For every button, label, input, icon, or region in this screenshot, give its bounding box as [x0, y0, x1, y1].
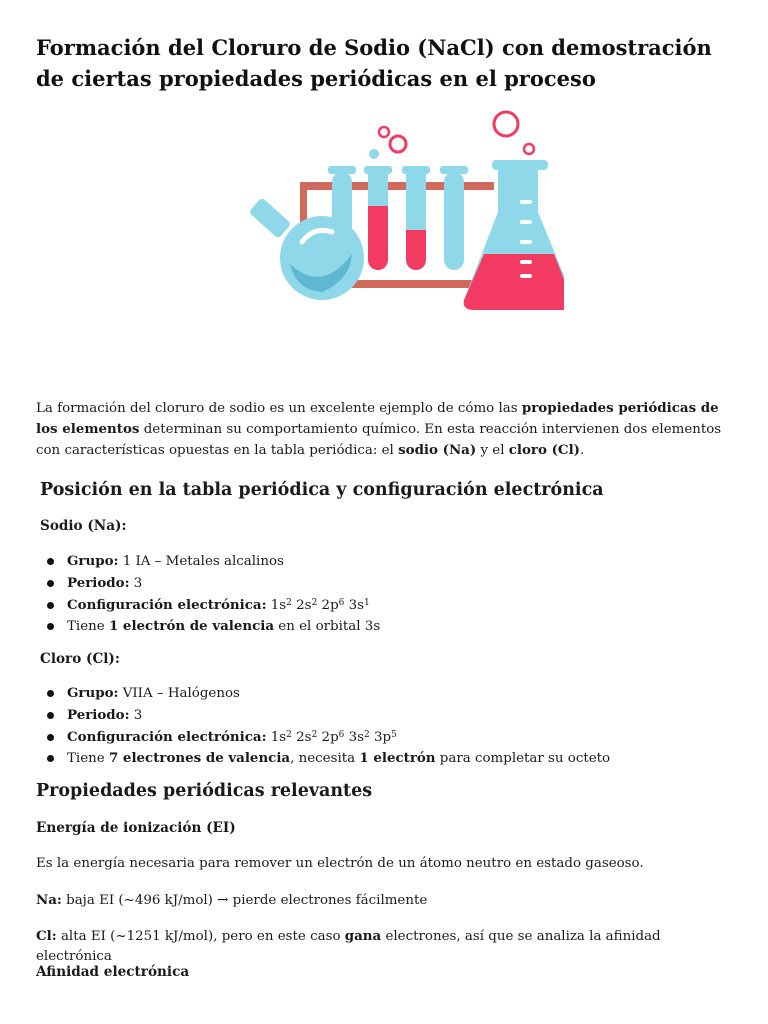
- list-item: Configuración electrónica: $1s^2$ $2s^2$ $2p^6$ $3s^2$ $3p^5$: [36, 727, 726, 749]
- sodium-ei-line: Na: baja EI (~496 kJ/mol) → pierde electrones fácilmente: [36, 892, 428, 908]
- list-item: Tiene 1 electrón de valencia en el orbital 3s: [36, 616, 726, 638]
- intro-paragraph: La formación del cloruro de sodio es un excelente ejemplo de cómo las propiedades periódicas de los elementos determinan su comportamiento químico. En esta reacción intervienen dos elementos con características opuestas en la tabla periódica: el sodio (Na) y el cloro (Cl).: [36, 400, 722, 458]
- chlorine-list: [36, 683, 726, 770]
- list-item: Grupo: 1 IA – Metales alcalinos: [36, 551, 726, 573]
- ionization-definition: Es la energía necesaria para remover un electrón de un átomo neutro en estado gaseoso.: [36, 856, 644, 871]
- list-item: Grupo: VIIA – Halógenos: [36, 683, 726, 705]
- section-heading-properties: Propiedades periódicas relevantes: [36, 781, 373, 801]
- ionization-energy-heading: Energía de ionización (EI): [36, 820, 236, 836]
- section-heading-position: Posición en la tabla periódica y configuración electrónica: [40, 480, 604, 500]
- list-item: Configuración electrónica: $1s^2$ $2s^2$ $2p^6$ $3s^1$: [36, 595, 726, 617]
- list-item: Tiene 7 electrones de valencia, necesita 1 electrón para completar su octeto: [36, 748, 726, 770]
- electron-affinity-heading: Afinidad electrónica: [36, 964, 190, 980]
- list-item: Periodo: 3: [36, 705, 726, 727]
- sodium-heading: Sodio (Na):: [40, 518, 127, 534]
- chlorine-ei-line: Cl: alta EI (~1251 kJ/mol), pero en este caso gana electrones, así que se analiza la afinidad electrónica: [36, 928, 661, 964]
- sodium-list: [36, 551, 726, 638]
- page-title: Formación del Cloruro de Sodio (NaCl) con demostración de ciertas propiedades periódicas en el proceso: [36, 35, 712, 91]
- list-item: Periodo: 3: [36, 573, 726, 595]
- chlorine-heading: Cloro (Cl):: [40, 651, 120, 667]
- chemistry-lab-icon: [224, 104, 564, 324]
